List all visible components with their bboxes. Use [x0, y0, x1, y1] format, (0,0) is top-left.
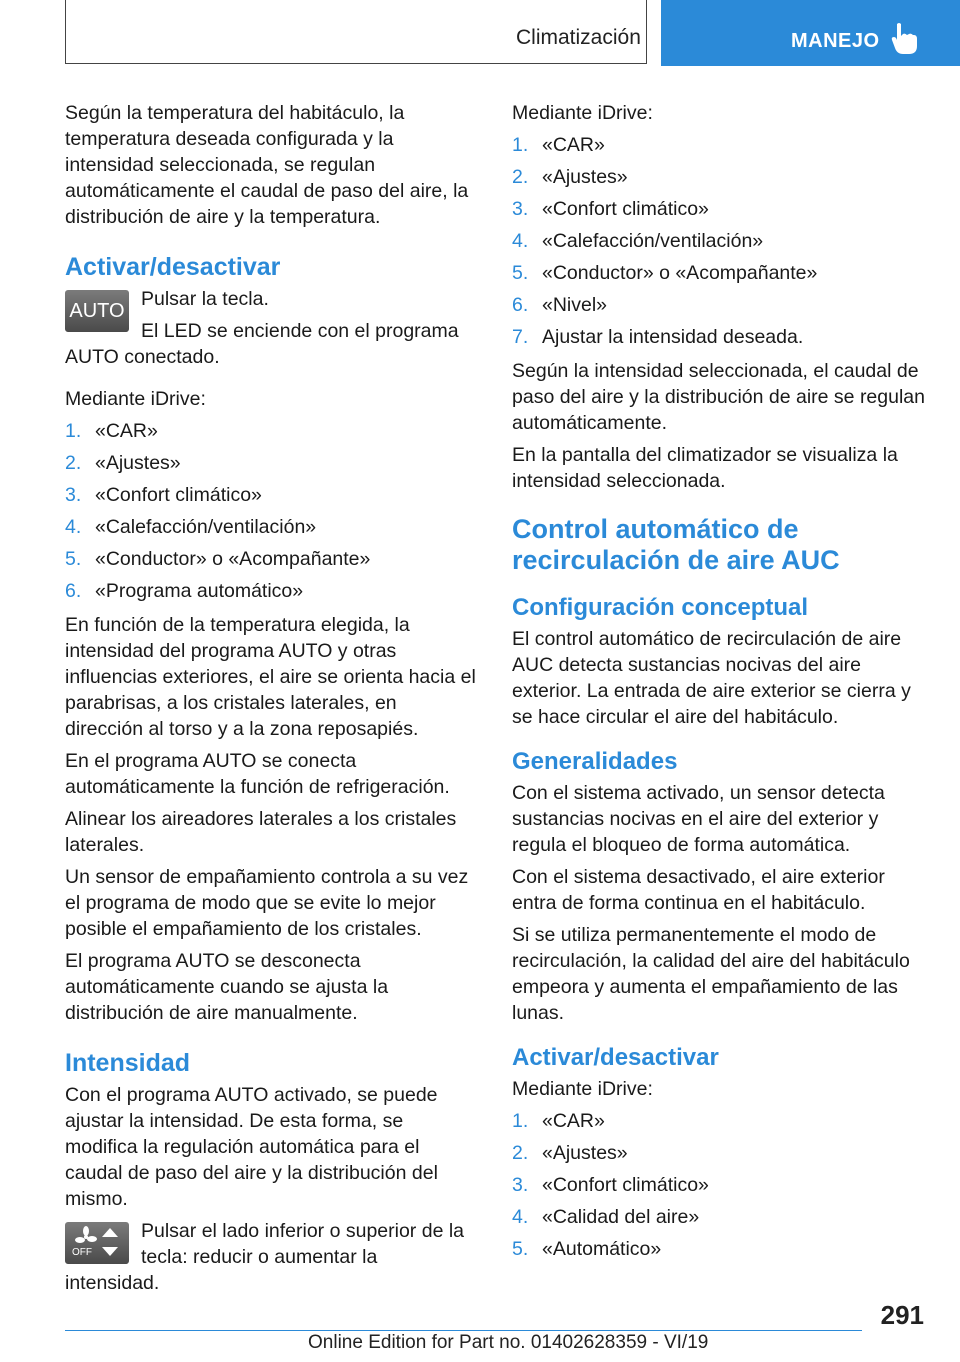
paragraph: Con el sistema desactivado, el aire exterior entra de forma continua en el habitáculo. — [512, 866, 885, 914]
heading-generalidades: Generalidades — [512, 748, 678, 775]
header-frame — [65, 0, 647, 64]
paragraph: Según la intensidad seleccionada, el caudal de paso del aire y la distribución de aire se regulan automáticamente. — [512, 360, 925, 434]
led-text: El LED se enciende con el programa AUTO conectado. — [65, 320, 459, 368]
list-item: 4. «Calefacción/ventilación» — [512, 230, 764, 252]
list-item: 2. «Ajustes» — [512, 166, 628, 188]
list-item: 3. «Confort climático» — [65, 484, 262, 506]
paragraph: Si se utiliza permanentemente el modo de recirculación, la calidad del aire del habitáculo empeora y aumenta el empañamiento de las lunas. — [512, 924, 910, 1024]
heading-activar-desactivar-auc: Activar/desactivar — [512, 1044, 719, 1071]
footer-divider — [65, 1330, 862, 1331]
chapter-tab-label: MANEJO — [791, 30, 880, 52]
paragraph: Con el programa AUTO activado, se puede ajustar la intensidad. De esta forma, se modifica la regulación automática para el caudal de paso del aire y la distribución del mismo. — [65, 1084, 438, 1210]
list-item: 4. «Calidad del aire» — [512, 1206, 700, 1228]
heading-intensidad: Intensidad — [65, 1049, 191, 1077]
list-item: 1. «CAR» — [65, 420, 158, 442]
steps-list-left — [65, 418, 477, 610]
list-item: 1. «CAR» — [512, 134, 605, 156]
intro-paragraph: Según la temperatura del habitáculo, la temperatura deseada configurada y la intensidad seleccionada, se regulan automáticamente el caudal de paso del aire, la distribución de aire y la temperatura. — [65, 102, 469, 228]
list-item: 3. «Confort climático» — [512, 1174, 709, 1196]
pulsar-text: Pulsar la tecla. — [141, 288, 269, 310]
heading-activar-desactivar: Activar/desactivar — [65, 253, 281, 281]
auto-key-label: AUTO — [69, 300, 125, 322]
list-item: 2. «Ajustes» — [65, 452, 181, 474]
heading-auc: Control automático de recirculación de aire AUC — [512, 514, 840, 575]
paragraph: Un sensor de empañamiento controla a su vez el programa de modo que se evite lo mejor posible el empañamiento de los cristales. — [65, 866, 469, 940]
chapter-tab-manejo[interactable] — [661, 0, 960, 66]
pointing-hand-icon — [889, 22, 919, 56]
mediante-label: Mediante iDrive: — [512, 1078, 653, 1100]
fan-key-off-label: OFF — [72, 1247, 92, 1258]
list-item: 3. «Confort climático» — [512, 198, 709, 220]
list-item: 5. «Automático» — [512, 1238, 662, 1260]
paragraph: En la pantalla del climatizador se visualiza la intensidad seleccionada. — [512, 444, 898, 492]
list-item: 2. «Ajustes» — [512, 1142, 628, 1164]
fan-intensity-button-icon — [65, 1222, 129, 1264]
steps-list-right — [512, 132, 926, 356]
page-number: 291 — [880, 1300, 924, 1330]
list-item: 6. «Programa automático» — [65, 580, 304, 602]
footer-edition: Online Edition for Part no. 01402628359 - VI/19 — [308, 1332, 709, 1353]
paragraph: El programa AUTO se desconecta automáticamente cuando se ajusta la distribución de aire manualmente. — [65, 950, 389, 1024]
mediante-label: Mediante iDrive: — [65, 388, 206, 410]
section-title: Climatización — [516, 26, 641, 49]
list-item: 1. «CAR» — [512, 1110, 605, 1132]
paragraph: En función de la temperatura elegida, la intensidad del programa AUTO y otras influencias exteriores, el aire se orienta hacia el parabrisas, a los cristales laterales, en dirección al torso y a la zona reposapiés. — [65, 614, 476, 740]
list-item: 4. «Calefacción/ventilación» — [65, 516, 317, 538]
paragraph: En el programa AUTO se conecta automáticamente la función de refrigeración. — [65, 750, 450, 798]
list-item: 7. Ajustar la intensidad deseada. — [512, 326, 804, 348]
auto-button-icon — [65, 290, 129, 332]
steps-list-auc — [512, 1108, 926, 1268]
paragraph: Con el sistema activado, un sensor detecta sustancias nocivas en el aire del exterior y regula el bloqueo de forma automática. — [512, 782, 885, 856]
mediante-label: Mediante iDrive: — [512, 102, 653, 124]
list-item: 5. «Conductor» o «Acompañante» — [65, 548, 371, 570]
left-column — [65, 100, 477, 1302]
right-column — [512, 100, 926, 1270]
list-item: 6. «Nivel» — [512, 294, 608, 316]
paragraph: Alinear los aireadores laterales a los cristales laterales. — [65, 808, 457, 856]
paragraph: El control automático de recirculación de aire AUC detecta sustancias nocivas del aire exterior. La entrada de aire exterior se cierra y se hace circular el aire del habitáculo. — [512, 628, 911, 728]
fan-key-block — [65, 1218, 477, 1302]
list-item: 5. «Conductor» o «Acompañante» — [512, 262, 818, 284]
auto-key-block — [65, 286, 477, 376]
fan-key-text: Pulsar el lado inferior o superior de la tecla: reducir o aumentar la intensidad. — [65, 1220, 465, 1294]
heading-configuracion: Configuración conceptual — [512, 594, 809, 621]
